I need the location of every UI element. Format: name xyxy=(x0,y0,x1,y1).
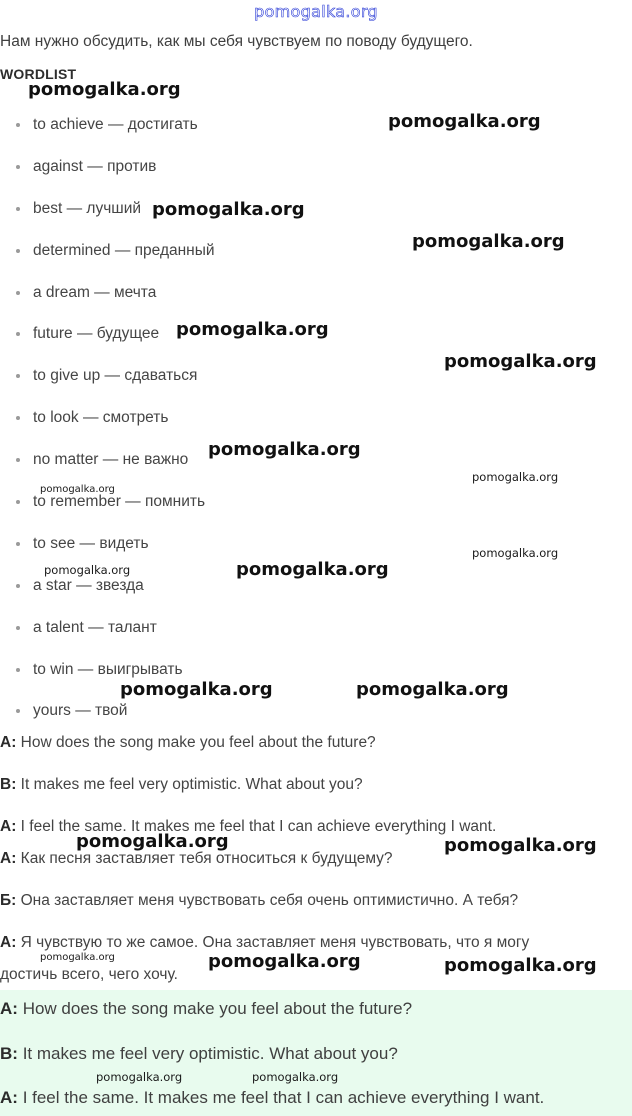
list-item-text: determined — преданный xyxy=(33,241,215,259)
speaker-label: A: xyxy=(0,999,18,1018)
watermark-text: pomogalka.org xyxy=(76,831,229,852)
dialog-text: How does the song make you feel about the future? xyxy=(22,999,413,1018)
watermark-text: pomogalka.org xyxy=(96,1070,183,1084)
list-item-text: a dream — мечта xyxy=(33,283,157,301)
dialog-text: How does the song make you feel about the future? xyxy=(20,734,376,751)
bullet-icon xyxy=(16,500,20,504)
bullet-icon xyxy=(16,709,20,713)
dialog-text: I feel the same. It makes me feel that I can achieve everything I want. xyxy=(22,1088,545,1107)
speaker-label: A: xyxy=(0,734,17,751)
bullet-icon xyxy=(16,416,20,420)
watermark-text: pomogalka.org xyxy=(252,1070,339,1084)
list-item-text: to achieve — достигать xyxy=(33,116,198,133)
dialog-text: I feel the same. It makes me feel that I can achieve everything I want. xyxy=(20,818,497,835)
bullet-icon xyxy=(16,291,20,295)
dialog-text: Я чувствую то же самое. Она заставляет меня чувствовать, что я могу xyxy=(20,934,530,951)
speaker-label: A: xyxy=(0,1088,18,1107)
site-header-logo[interactable]: pomogalka.org xyxy=(254,2,378,21)
list-item xyxy=(16,397,215,439)
bullet-icon xyxy=(16,458,20,462)
watermark-text: pomogalka.org xyxy=(120,679,273,700)
intro-text: Нам нужно обсудить, как мы себя чувствуем по поводу будущего. xyxy=(0,33,473,50)
list-item xyxy=(16,146,215,188)
dialog-line-continued: достичь всего, чего хочу. xyxy=(0,966,178,983)
watermark-text: pomogalka.org xyxy=(44,563,131,577)
bullet-icon xyxy=(16,668,20,672)
list-item xyxy=(16,355,215,397)
bullet-icon xyxy=(16,584,20,588)
dialog-text: It makes me feel very optimistic. What about you? xyxy=(22,1044,398,1063)
speaker-label: A: xyxy=(0,818,17,835)
dialog-text: It makes me feel very optimistic. What about you? xyxy=(20,776,363,793)
watermark-text: pomogalka.org xyxy=(40,484,115,495)
watermark-text: pomogalka.org xyxy=(28,79,181,100)
watermark-text: pomogalka.org xyxy=(472,470,559,484)
bullet-icon xyxy=(16,207,20,211)
list-item-text: to look — смотреть xyxy=(33,409,169,427)
bullet-icon xyxy=(16,542,20,546)
list-item xyxy=(16,272,215,314)
list-item xyxy=(16,523,215,565)
list-item-text: best — лучший xyxy=(33,199,142,217)
dialog-line xyxy=(0,991,412,1027)
watermark-text: pomogalka.org xyxy=(176,319,329,340)
dialog-line xyxy=(0,768,363,802)
highlighted-dialog xyxy=(0,990,632,1116)
watermark-text: pomogalka.org xyxy=(444,835,597,856)
list-item-text: to win — выигрывать xyxy=(33,660,183,678)
list-item-text: future — будущее xyxy=(33,325,160,343)
dialog-line xyxy=(0,884,518,918)
dialog-line xyxy=(0,726,376,760)
list-item xyxy=(16,230,215,272)
speaker-label: А: xyxy=(0,850,17,867)
bullet-icon xyxy=(16,332,20,336)
speaker-label: А: xyxy=(0,934,17,951)
watermark-text: pomogalka.org xyxy=(208,951,361,972)
bullet-icon xyxy=(16,626,20,630)
bullet-icon xyxy=(16,249,20,253)
watermark-text: pomogalka.org xyxy=(444,351,597,372)
list-item-text: a star — звезда xyxy=(33,576,144,594)
dialog-line xyxy=(0,810,496,844)
watermark-text: pomogalka.org xyxy=(356,679,509,700)
list-item-text: against — против xyxy=(33,157,157,175)
speaker-label: Б: xyxy=(0,892,17,909)
watermark-text: pomogalka.org xyxy=(444,955,597,976)
dialog-text: Она заставляет меня чувствовать себя очень оптимистично. А тебя? xyxy=(20,892,519,909)
list-item-text: yours — твой xyxy=(33,702,128,720)
bullet-icon xyxy=(16,165,20,169)
watermark-text: pomogalka.org xyxy=(388,111,541,132)
list-item xyxy=(16,104,215,146)
dialog-text: Как песня заставляет тебя относиться к будущему? xyxy=(20,850,393,867)
watermark-text: pomogalka.org xyxy=(236,559,389,580)
watermark-text: pomogalka.org xyxy=(40,952,115,963)
list-item-text: no matter — не важно xyxy=(33,451,189,469)
list-item-text: to remember — помнить xyxy=(33,493,206,511)
watermark-text: pomogalka.org xyxy=(472,546,559,560)
list-item xyxy=(16,439,215,481)
watermark-text: pomogalka.org xyxy=(208,439,361,460)
speaker-label: B: xyxy=(0,1044,18,1063)
watermark-text: pomogalka.org xyxy=(152,199,305,220)
bullet-icon xyxy=(16,374,20,378)
dialog-line xyxy=(0,1080,544,1116)
bullet-icon xyxy=(16,123,20,127)
dialog-line xyxy=(0,1036,398,1072)
wordlist-heading: WORDLIST xyxy=(0,66,77,82)
speaker-label: B: xyxy=(0,776,17,793)
list-item xyxy=(16,607,215,649)
list-item-text: to give up — сдаваться xyxy=(33,367,198,385)
watermark-text: pomogalka.org xyxy=(412,231,565,252)
list-item-text: a talent — талант xyxy=(33,618,157,636)
list-item-text: to see — видеть xyxy=(33,534,149,552)
